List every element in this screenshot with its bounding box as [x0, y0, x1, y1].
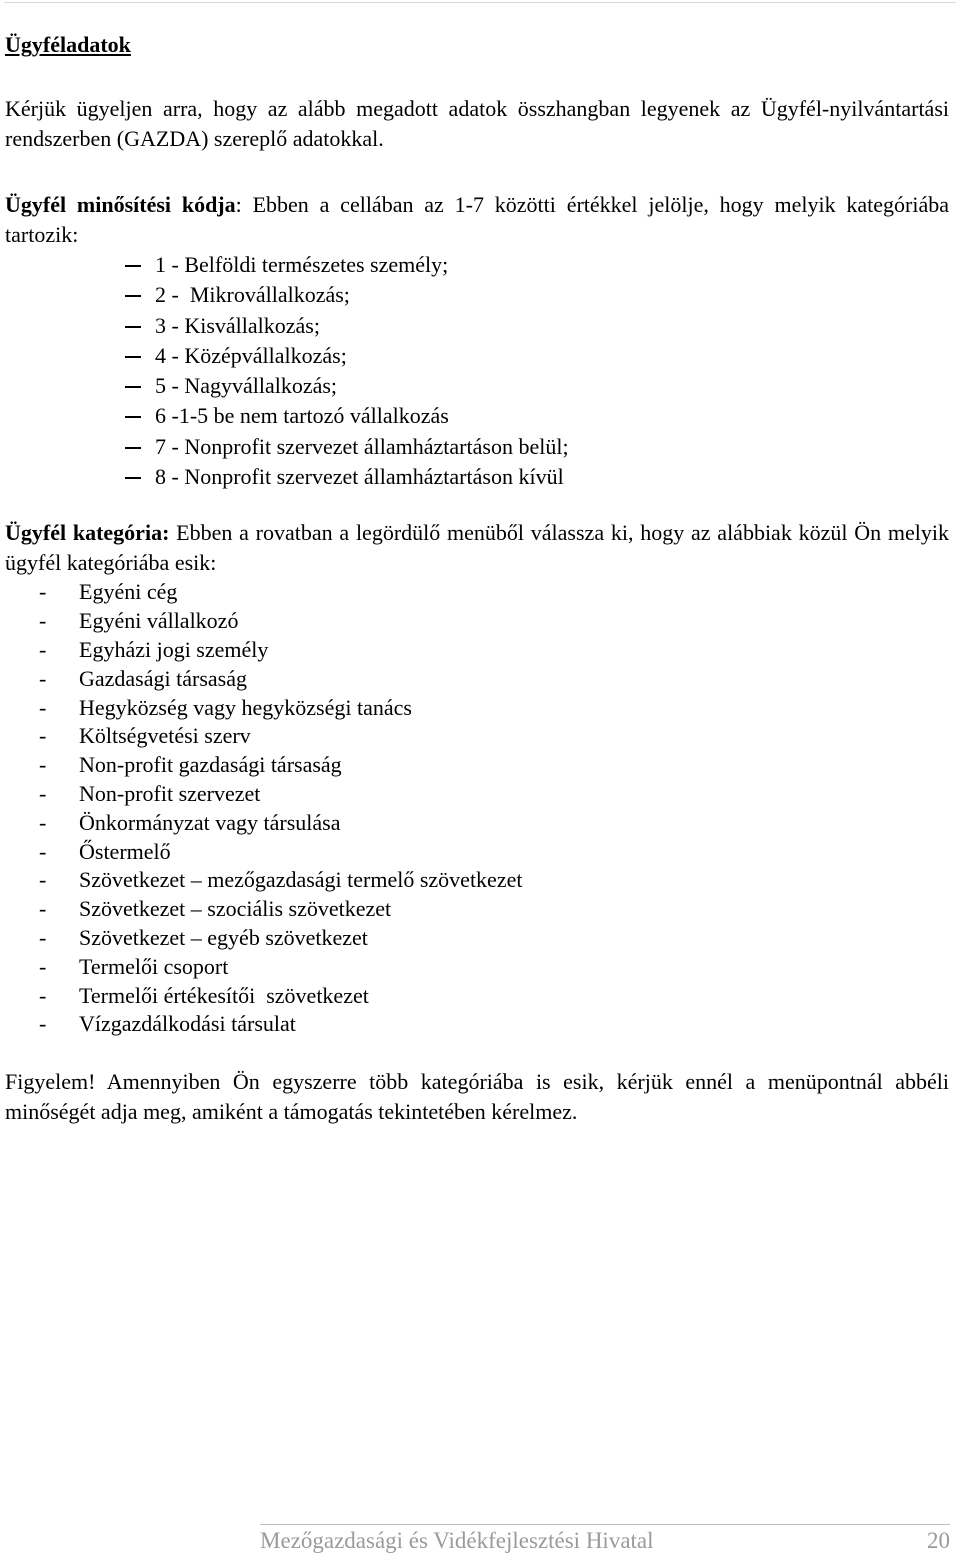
- dash-bullet-icon: [125, 386, 141, 388]
- list-item: 4 - Középvállalkozás;: [5, 341, 949, 371]
- dash-bullet-icon: [125, 265, 141, 267]
- hyphen-bullet-icon: -: [39, 665, 47, 691]
- list-item: - Non-profit szervezet: [5, 780, 949, 809]
- list-item: - Termelői értékesítői szövetkezet: [5, 982, 949, 1011]
- footer-rule: [260, 1524, 950, 1525]
- list-item: - Termelői csoport: [5, 953, 949, 982]
- list-item: - Vízgazdálkodási társulat: [5, 1010, 949, 1039]
- list-item: - Szövetkezet – egyéb szövetkezet: [5, 924, 949, 953]
- list-item: - Gazdasági társaság: [5, 665, 949, 694]
- hyphen-bullet-icon: -: [39, 838, 47, 864]
- top-rule: [4, 2, 956, 3]
- list-item: - Non-profit gazdasági társaság: [5, 751, 949, 780]
- hyphen-bullet-icon: -: [39, 694, 47, 720]
- client-category-list: [5, 578, 949, 1039]
- dash-bullet-icon: [125, 447, 141, 449]
- list-item: - Egyéni vállalkozó: [5, 607, 949, 636]
- page-number: 20: [927, 1528, 950, 1553]
- dash-bullet-icon: [125, 416, 141, 418]
- list-item: - Költségvetési szerv: [5, 722, 949, 751]
- qualification-code-text: : Ebben a cellában az 1-7 közötti értékkel jelölje, hogy melyik kategóriába tartozik:: [5, 192, 949, 247]
- dash-bullet-icon: [125, 477, 141, 479]
- hyphen-bullet-icon: -: [39, 752, 47, 778]
- dash-bullet-icon: [125, 295, 141, 297]
- list-item: - Egyéni cég: [5, 578, 949, 607]
- hyphen-bullet-icon: -: [39, 780, 47, 806]
- hyphen-bullet-icon: -: [39, 579, 47, 605]
- hyphen-bullet-icon: -: [39, 924, 47, 950]
- client-category-text: Ebben a rovatban a legördülő menüből válassza ki, hogy az alábbiak közül Ön melyik ügyfél kategóriába esik:: [5, 520, 949, 576]
- list-item: 5 - Nagyvállalkozás;: [5, 371, 949, 401]
- list-item: - Hegyközség vagy hegyközségi tanács: [5, 694, 949, 723]
- list-item: - Szövetkezet – szociális szövetkezet: [5, 895, 949, 924]
- hyphen-bullet-icon: -: [39, 953, 47, 979]
- footer-organization: Mezőgazdasági és Vidékfejlesztési Hivatal: [260, 1528, 654, 1553]
- list-item: 1 - Belföldi természetes személy;: [5, 250, 949, 280]
- list-item: 2 - Mikrovállalkozás;: [5, 280, 949, 310]
- list-item: 3 - Kisvállalkozás;: [5, 311, 949, 341]
- list-item: - Egyházi jogi személy: [5, 636, 949, 665]
- qualification-code-label: Ügyfél minősítési kódja: [5, 192, 236, 217]
- hyphen-bullet-icon: -: [39, 867, 47, 893]
- document-page: [5, 30, 949, 1127]
- hyphen-bullet-icon: -: [39, 636, 47, 662]
- hyphen-bullet-icon: -: [39, 1011, 47, 1037]
- dash-bullet-icon: [125, 356, 141, 358]
- dash-bullet-icon: [125, 326, 141, 328]
- hyphen-bullet-icon: -: [39, 608, 47, 634]
- list-item: 6 -1-5 be nem tartozó vállalkozás: [5, 401, 949, 431]
- list-item: - Őstermelő: [5, 838, 949, 867]
- hyphen-bullet-icon: -: [39, 982, 47, 1008]
- hyphen-bullet-icon: -: [39, 896, 47, 922]
- list-item: 7 - Nonprofit szervezet államháztartáson belül;: [5, 432, 949, 462]
- qualification-code-paragraph: [5, 190, 949, 250]
- list-item: - Önkormányzat vagy társulása: [5, 809, 949, 838]
- client-category-paragraph: [5, 518, 949, 578]
- hyphen-bullet-icon: -: [39, 809, 47, 835]
- hyphen-bullet-icon: -: [39, 723, 47, 749]
- intro-paragraph: Kérjük ügyeljen arra, hogy az alább megadott adatok összhangban legyenek az Ügyfél-nyilvántartási rendszerben (GAZDA) szereplő adatokkal.: [5, 96, 949, 151]
- list-item: 8 - Nonprofit szervezet államháztartáson kívül: [5, 462, 949, 492]
- list-item: - Szövetkezet – mezőgazdasági termelő szövetkezet: [5, 866, 949, 895]
- qualification-code-list: [5, 250, 949, 492]
- section-heading: Ügyféladatok: [5, 32, 131, 57]
- warning-note: Figyelem! Amennyiben Ön egyszerre több kategóriába is esik, kérjük ennél a menüpontnál abbéli minőségét adja meg, amiként a támogatás tekintetében kérelmez.: [5, 1069, 949, 1125]
- client-category-label: Ügyfél kategória:: [5, 520, 170, 546]
